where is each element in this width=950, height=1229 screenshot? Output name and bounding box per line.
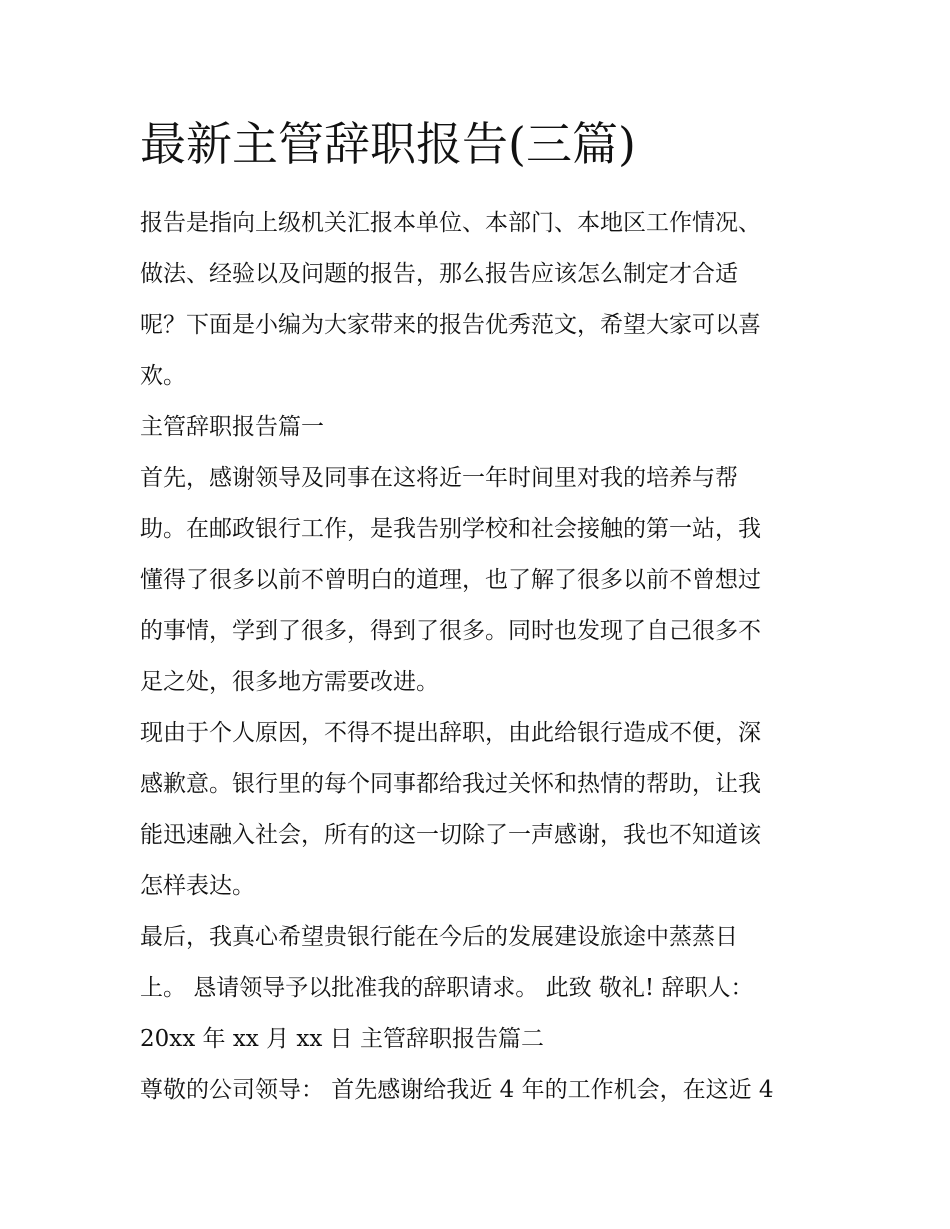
text-line: 的事情，学到了很多，得到了很多。同时也发现了自己很多不 (140, 618, 761, 644)
section-heading-1: 主管辞职报告篇一 (140, 414, 324, 440)
text-line: 上。 恳请领导予以批准我的辞职请求。 此致 敬礼! 辞职人： (140, 975, 754, 1001)
text-line: 感歉意。银行里的每个同事都给我过关怀和热情的帮助，让我 (140, 771, 761, 797)
text-line: 助。在邮政银行工作，是我告别学校和社会接触的第一站，我 (140, 516, 761, 542)
text-line: 呢？下面是小编为大家带来的报告优秀范文，希望大家可以喜 (140, 312, 761, 338)
text-line: 欢。 (140, 363, 186, 389)
text-line: 报告是指向上级机关汇报本单位、本部门、本地区工作情况、 (140, 210, 761, 236)
text-line: 懂得了很多以前不曾明白的道理，也了解了很多以前不曾想过 (140, 567, 761, 593)
text-line: 怎样表达。 (140, 873, 255, 899)
text-line: 做法、经验以及问题的报告，那么报告应该怎么制定才合适 (140, 261, 738, 287)
text-line: 尊敬的公司领导： 首先感谢给我近 4 年的工作机会，在这近 4 (140, 1077, 774, 1103)
text-line: 足之处，很多地方需要改进。 (140, 669, 439, 695)
document-title: 最新主管辞职报告(三篇) (140, 117, 636, 171)
text-line: 能迅速融入社会，所有的这一切除了一声感谢，我也不知道该 (140, 822, 761, 848)
text-line: 首先，感谢领导及同事在这将近一年时间里对我的培养与帮 (140, 465, 738, 491)
document-body (140, 198, 820, 1116)
text-line: 最后，我真心希望贵银行能在今后的发展建设旅途中蒸蒸日 (140, 924, 738, 950)
text-line: 现由于个人原因，不得不提出辞职，由此给银行造成不便，深 (140, 720, 761, 746)
text-line: 20xx 年 xx 月 xx 日 主管辞职报告篇二 (140, 1026, 544, 1052)
